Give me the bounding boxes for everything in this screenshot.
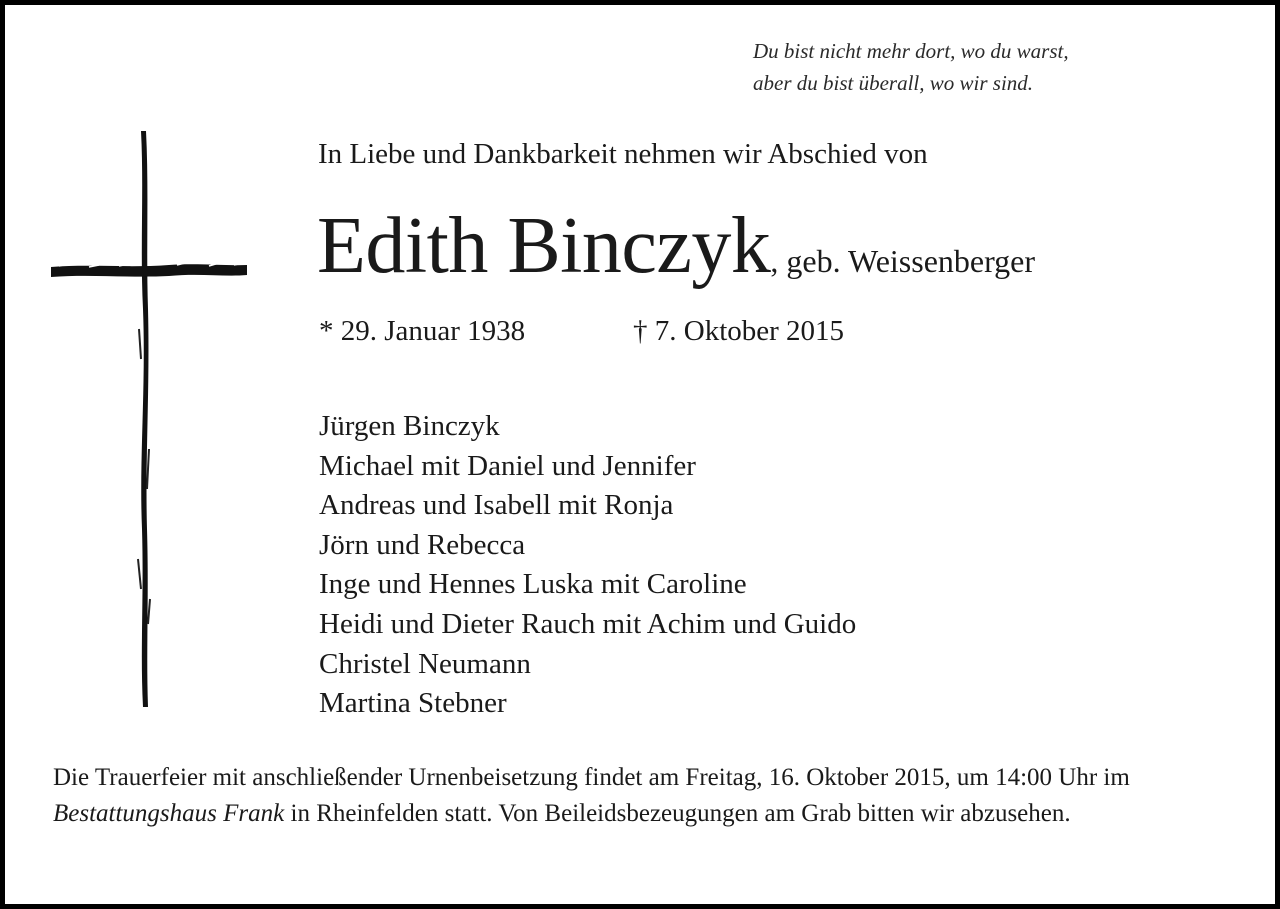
motto-line-1: Du bist nicht mehr dort, wo du warst,: [753, 39, 1069, 63]
motto-line-2: aber du bist überall, wo wir sind.: [753, 71, 1034, 95]
deceased-name: Edith Binczyk: [317, 202, 771, 290]
mourner: Andreas und Isabell mit Ronja: [319, 489, 674, 522]
mourner: Christel Neumann: [319, 647, 531, 680]
mourner: Jürgen Binczyk: [319, 410, 500, 442]
mourner: Jörn und Rebecca: [319, 528, 526, 561]
venue-name: Bestattungshaus Frank: [53, 799, 285, 827]
birth-date: * 29. Januar 1938: [319, 315, 526, 347]
notice-text-2: in Rheinfelden statt. Von Beileidsbezeugungen am Grab bitten wir abzusehen.: [284, 799, 1071, 827]
mourner: Inge und Hennes Luska mit Caroline: [319, 568, 747, 601]
motto-quote: [753, 35, 1069, 99]
cross-icon: [49, 129, 249, 709]
intro-text: In Liebe und Dankbarkeit nehmen wir Abschied von: [318, 138, 928, 170]
notice-text-1: Die Trauerfeier mit anschließender Urnenbeisetzung findet am Freitag, 16. Oktober 2015, um 14:00 Uhr im: [53, 764, 1130, 791]
funeral-notice: [53, 760, 1243, 831]
mourner: Martina Stebner: [319, 687, 507, 720]
mourner: Michael mit Daniel und Jennifer: [319, 449, 696, 482]
birth-name: , geb. Weissenberger: [770, 243, 1036, 279]
deceased-name-line: [317, 201, 1035, 292]
life-dates: [319, 315, 845, 348]
mourner: Heidi und Dieter Rauch mit Achim und Guido: [319, 607, 857, 640]
mourners-list: [319, 407, 856, 724]
death-date: † 7. Oktober 2015: [633, 315, 845, 347]
